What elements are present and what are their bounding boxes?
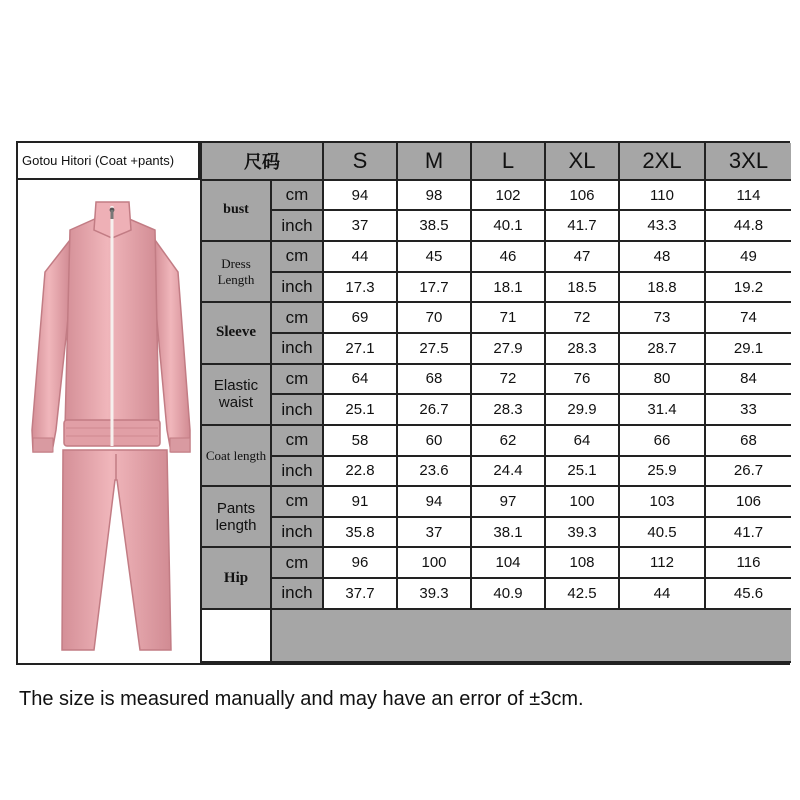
- value-cell: 28.3: [471, 394, 545, 425]
- value-cell: 64: [323, 364, 397, 395]
- value-cell: 27.5: [397, 333, 471, 364]
- table-row: [201, 364, 791, 395]
- measurement-name: Pants length: [201, 486, 271, 547]
- value-cell: 98: [397, 180, 471, 211]
- value-cell: 103: [619, 486, 705, 517]
- value-cell: 72: [471, 364, 545, 395]
- value-cell: 94: [323, 180, 397, 211]
- table-row: [201, 394, 791, 425]
- table-row: [201, 517, 791, 548]
- unit-label: inch: [271, 272, 323, 303]
- size-header-l: L: [471, 143, 545, 180]
- value-cell: 29.9: [545, 394, 619, 425]
- table-row: [201, 333, 791, 364]
- table-row: [201, 456, 791, 487]
- table-row: [201, 180, 791, 211]
- value-cell: 72: [545, 302, 619, 333]
- value-cell: 18.1: [471, 272, 545, 303]
- value-cell: 91: [323, 486, 397, 517]
- value-cell: 37: [397, 517, 471, 548]
- value-cell: 66: [619, 425, 705, 456]
- value-cell: 24.4: [471, 456, 545, 487]
- value-cell: 42.5: [545, 578, 619, 609]
- measurement-name: Elastic waist: [201, 364, 271, 425]
- value-cell: 25.1: [323, 394, 397, 425]
- value-cell: 104: [471, 547, 545, 578]
- value-cell: 37.7: [323, 578, 397, 609]
- blank-cell: [271, 609, 791, 662]
- value-cell: 38.1: [471, 517, 545, 548]
- table-row: [201, 486, 791, 517]
- value-cell: 97: [471, 486, 545, 517]
- value-cell: 70: [397, 302, 471, 333]
- value-cell: 106: [545, 180, 619, 211]
- table-row: [201, 302, 791, 333]
- value-cell: 19.2: [705, 272, 791, 303]
- measurement-name: Dress Length: [201, 241, 271, 302]
- value-cell: 62: [471, 425, 545, 456]
- size-chart: [16, 141, 790, 665]
- value-cell: 64: [545, 425, 619, 456]
- value-cell: 38.5: [397, 210, 471, 241]
- value-cell: 108: [545, 547, 619, 578]
- unit-label: inch: [271, 394, 323, 425]
- value-cell: 18.5: [545, 272, 619, 303]
- unit-label: inch: [271, 333, 323, 364]
- value-cell: 41.7: [705, 517, 791, 548]
- product-label: Gotou Hitori (Coat +pants): [18, 143, 200, 180]
- value-cell: 26.7: [705, 456, 791, 487]
- table-row: [201, 272, 791, 303]
- value-cell: 25.1: [545, 456, 619, 487]
- value-cell: 48: [619, 241, 705, 272]
- value-cell: 80: [619, 364, 705, 395]
- value-cell: 100: [397, 547, 471, 578]
- table-row: [201, 425, 791, 456]
- value-cell: 69: [323, 302, 397, 333]
- value-cell: 27.9: [471, 333, 545, 364]
- value-cell: 49: [705, 241, 791, 272]
- pink-tracksuit-image: [18, 180, 200, 663]
- unit-label: cm: [271, 180, 323, 211]
- value-cell: 44: [619, 578, 705, 609]
- value-cell: 68: [397, 364, 471, 395]
- value-cell: 112: [619, 547, 705, 578]
- value-cell: 60: [397, 425, 471, 456]
- unit-label: inch: [271, 456, 323, 487]
- value-cell: 76: [545, 364, 619, 395]
- value-cell: 39.3: [545, 517, 619, 548]
- value-cell: 41.7: [545, 210, 619, 241]
- table-row: [201, 241, 791, 272]
- value-cell: 68: [705, 425, 791, 456]
- value-cell: 47: [545, 241, 619, 272]
- value-cell: 29.1: [705, 333, 791, 364]
- value-cell: 33: [705, 394, 791, 425]
- measurement-table: [200, 143, 791, 663]
- measurement-name: bust: [201, 180, 271, 241]
- value-cell: 110: [619, 180, 705, 211]
- value-cell: 73: [619, 302, 705, 333]
- value-cell: 40.5: [619, 517, 705, 548]
- size-header-3xl: 3XL: [705, 143, 791, 180]
- value-cell: 74: [705, 302, 791, 333]
- value-cell: 71: [471, 302, 545, 333]
- product-photo: [18, 180, 200, 663]
- value-cell: 58: [323, 425, 397, 456]
- table-row: [201, 547, 791, 578]
- value-cell: 40.1: [471, 210, 545, 241]
- unit-label: cm: [271, 425, 323, 456]
- value-cell: 102: [471, 180, 545, 211]
- unit-label: inch: [271, 210, 323, 241]
- table-row: [201, 210, 791, 241]
- value-cell: 28.7: [619, 333, 705, 364]
- value-cell: 17.3: [323, 272, 397, 303]
- measurement-note: The size is measured manually and may have an error of ±3cm.: [19, 688, 584, 710]
- measurement-name: Coat length: [201, 425, 271, 486]
- size-header-m: M: [397, 143, 471, 180]
- value-cell: 84: [705, 364, 791, 395]
- value-cell: 116: [705, 547, 791, 578]
- measurement-name: Hip: [201, 547, 271, 608]
- size-header-2xl: 2XL: [619, 143, 705, 180]
- table-row-blank: [201, 609, 791, 662]
- value-cell: 39.3: [397, 578, 471, 609]
- value-cell: 43.3: [619, 210, 705, 241]
- value-cell: 45: [397, 241, 471, 272]
- blank-cell: [201, 609, 271, 662]
- value-cell: 22.8: [323, 456, 397, 487]
- value-cell: 23.6: [397, 456, 471, 487]
- unit-label: cm: [271, 241, 323, 272]
- value-cell: 31.4: [619, 394, 705, 425]
- value-cell: 37: [323, 210, 397, 241]
- unit-label: inch: [271, 578, 323, 609]
- value-cell: 25.9: [619, 456, 705, 487]
- value-cell: 26.7: [397, 394, 471, 425]
- value-cell: 114: [705, 180, 791, 211]
- value-cell: 44.8: [705, 210, 791, 241]
- value-cell: 106: [705, 486, 791, 517]
- value-cell: 44: [323, 241, 397, 272]
- value-cell: 94: [397, 486, 471, 517]
- unit-label: cm: [271, 364, 323, 395]
- unit-label: cm: [271, 302, 323, 333]
- size-header-cell: 尺码: [201, 143, 323, 180]
- value-cell: 28.3: [545, 333, 619, 364]
- value-cell: 18.8: [619, 272, 705, 303]
- unit-label: inch: [271, 517, 323, 548]
- size-header-xl: XL: [545, 143, 619, 180]
- table-row: [201, 578, 791, 609]
- value-cell: 27.1: [323, 333, 397, 364]
- unit-label: cm: [271, 547, 323, 578]
- value-cell: 96: [323, 547, 397, 578]
- value-cell: 35.8: [323, 517, 397, 548]
- measurement-name: Sleeve: [201, 302, 271, 363]
- unit-label: cm: [271, 486, 323, 517]
- value-cell: 46: [471, 241, 545, 272]
- value-cell: 17.7: [397, 272, 471, 303]
- value-cell: 40.9: [471, 578, 545, 609]
- size-header-s: S: [323, 143, 397, 180]
- value-cell: 100: [545, 486, 619, 517]
- value-cell: 45.6: [705, 578, 791, 609]
